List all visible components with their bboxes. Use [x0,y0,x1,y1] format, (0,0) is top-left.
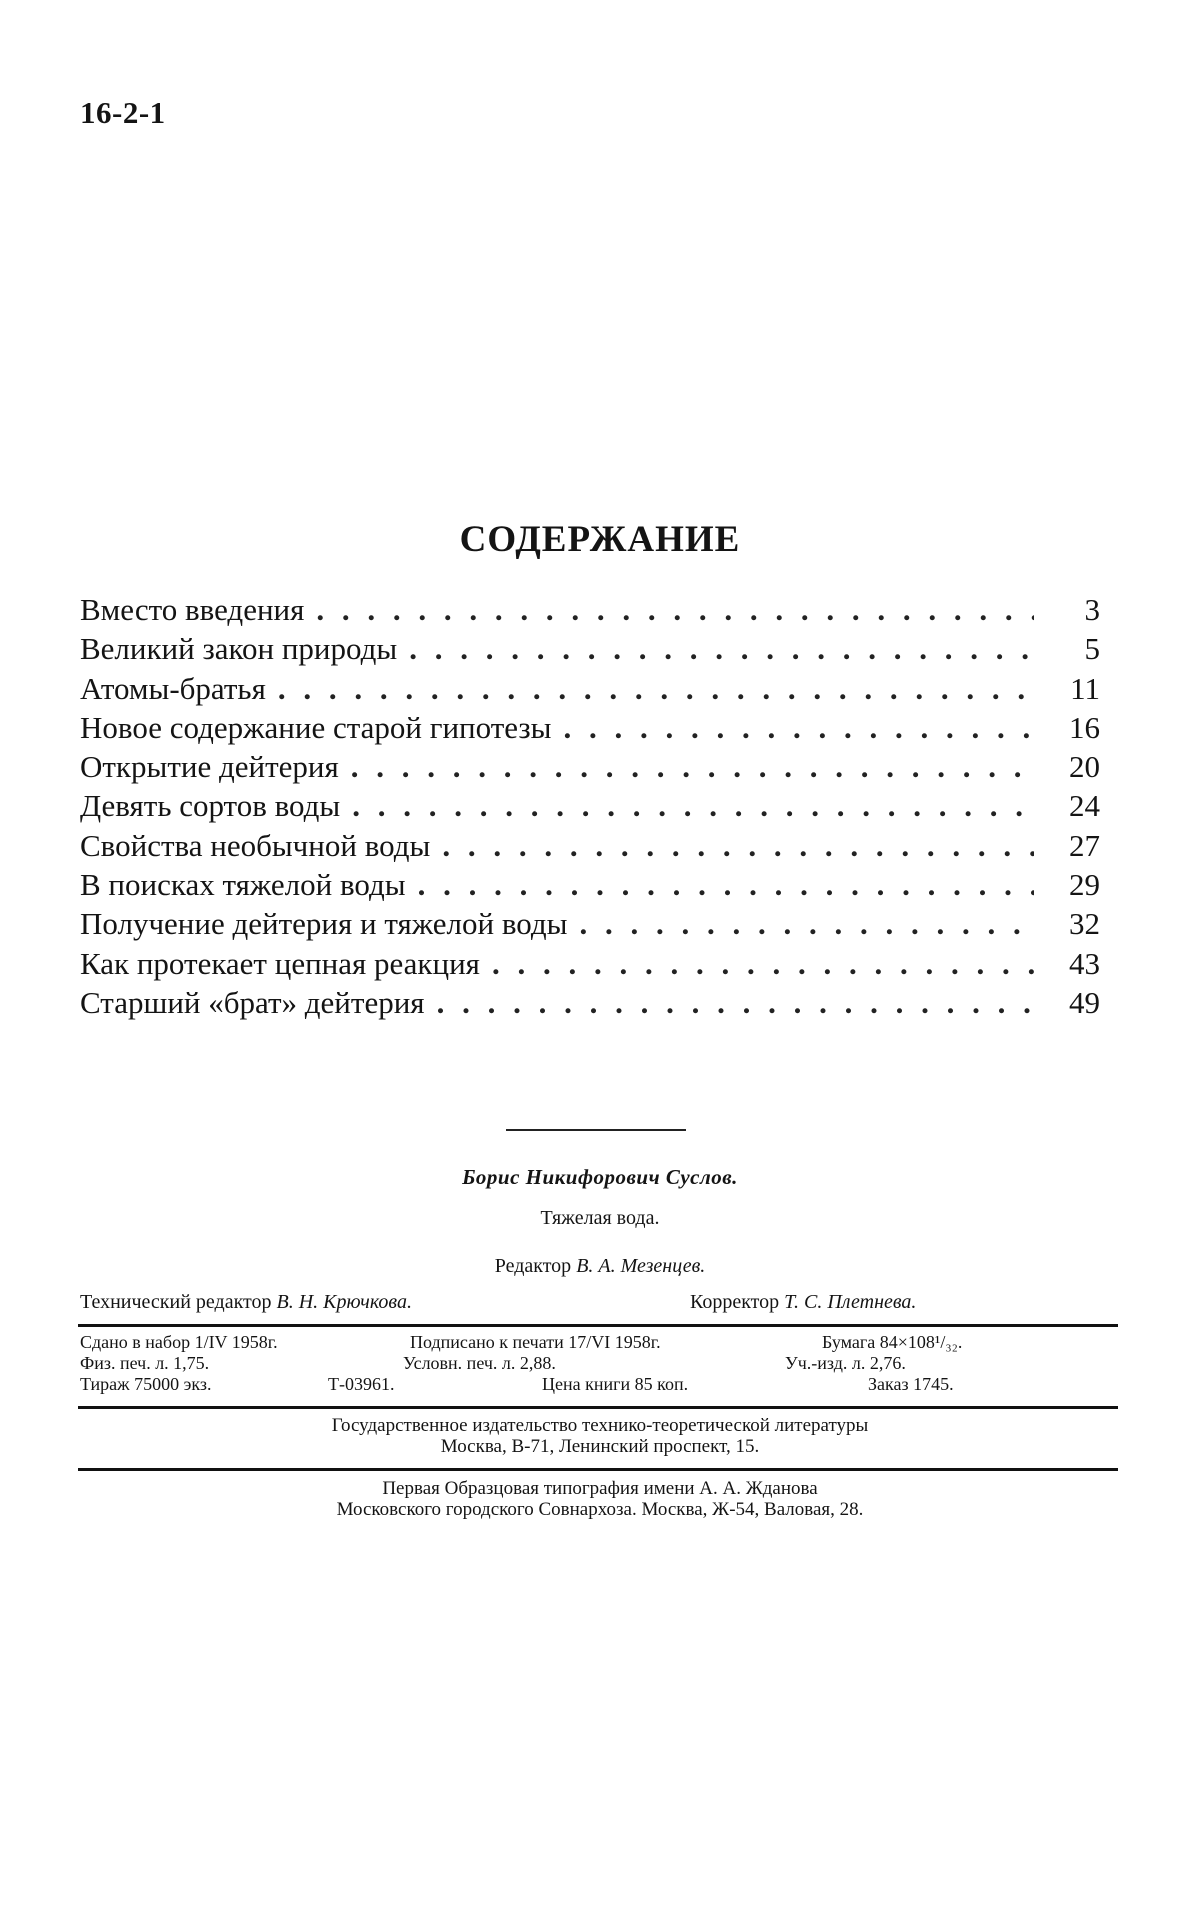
order-number: Заказ 1745. [868,1374,954,1394]
physical-sheets: Физ. печ. л. 1,75. [80,1353,210,1373]
print-info-line [80,1353,1110,1374]
section-divider [506,1129,686,1131]
toc-entry-title: Великий закон природы [80,631,398,667]
corrector-label: Корректор [690,1291,780,1313]
printer-address: Московского городского Совнархоза. Москва, Ж-54, Валовая, 28. [336,1499,864,1520]
rule [78,1406,1118,1409]
print-run: Тираж 75000 экз. [80,1374,212,1394]
toc-entry-title: Атомы-братья [80,670,266,706]
toc-leader-dots [579,904,1034,943]
book-title: Тяжелая вода. [540,1207,660,1229]
table-of-contents [80,590,1100,1022]
editor-label: Редактор [494,1255,572,1277]
registration-code: Т-03961. [328,1374,395,1394]
editor-credit [0,1255,1200,1278]
rule [78,1468,1118,1471]
publisher-address: Москва, В-71, Ленинский проспект, 15. [440,1436,760,1457]
rule [78,1324,1118,1327]
tech-credits [80,1291,1110,1314]
toc-entry [80,590,1100,629]
toc-entry [80,983,1100,1022]
editor-name: В. А. Мезенцев. [576,1255,706,1277]
toc-entry-page: 16 [1069,709,1100,745]
toc-title: СОДЕРЖАНИЕ [459,519,741,560]
author-name: Борис Никифорович Суслов. [462,1165,738,1189]
toc-leader-dots [351,747,1034,786]
toc-entry-page: 27 [1069,827,1100,863]
typeset-date: Сдано в набор 1/IV 1958г. [80,1332,278,1352]
toc-entry-page: 24 [1069,788,1100,824]
toc-entry [80,629,1100,668]
toc-leader-dots [316,590,1034,629]
toc-entry-page: 43 [1069,945,1100,981]
toc-entry [80,786,1100,825]
toc-entry-title: В поисках тяжелой воды [80,867,406,903]
print-info-line [80,1332,1110,1353]
corrector-name: Т. С. Плетнева. [784,1291,917,1313]
toc-entry [80,747,1100,786]
tech-editor-label: Технический редактор [80,1291,272,1313]
toc-entry-page: 32 [1069,906,1100,942]
printer-info [0,1478,1200,1520]
toc-entry-title: Открытие дейтерия [80,749,339,785]
tech-editor-name: В. Н. Крючкова. [276,1291,412,1313]
publisher-info [0,1415,1200,1457]
toc-leader-dots [492,944,1034,983]
toc-entry [80,669,1100,708]
paper-format: Бумага 84×108¹/₃₂. [822,1332,963,1352]
print-info [80,1332,1110,1395]
toc-leader-dots [352,786,1034,825]
corrector-credit [690,1291,916,1314]
toc-entry-title: Девять сортов воды [80,788,341,824]
page-code: 16-2-1 [80,95,166,130]
toc-entry-page: 29 [1069,867,1100,903]
toc-entry-page: 3 [1084,592,1100,627]
toc-entry-title: Получение дейтерия и тяжелой воды [80,906,568,942]
toc-entry-page: 5 [1084,631,1100,667]
toc-entry [80,865,1100,904]
toc-leader-dots [278,669,1034,708]
toc-entry-title: Свойства необычной воды [80,827,431,863]
printer-name: Первая Образцовая типография имени А. А. Жданова [382,1478,818,1499]
toc-entry-page: 11 [1070,670,1100,706]
toc-leader-dots [437,983,1034,1022]
print-info-line [80,1374,1110,1395]
toc-entry [80,904,1100,943]
conventional-sheets: Условн. печ. л. 2,88. [403,1353,556,1373]
toc-leader-dots [409,629,1034,668]
toc-entry-title: Новое содержание старой гипотезы [80,709,552,745]
book-price: Цена книги 85 коп. [542,1374,689,1394]
toc-entry-title: Вместо введения [80,592,305,627]
publisher-name: Государственное издательство технико-теоретической литературы [331,1415,869,1436]
toc-leader-dots [564,708,1035,747]
publishing-sheets: Уч.-изд. л. 2,76. [785,1353,906,1373]
toc-entry-page: 49 [1069,984,1100,1020]
toc-leader-dots [418,865,1034,904]
toc-entry-title: Как протекает цепная реакция [80,945,480,981]
toc-entry [80,708,1100,747]
toc-entry [80,826,1100,865]
toc-entry [80,944,1100,983]
toc-entry-page: 20 [1069,749,1100,785]
toc-entry-title: Старший «брат» дейтерия [80,984,425,1020]
toc-leader-dots [442,826,1034,865]
signed-date: Подписано к печати 17/VI 1958г. [410,1332,661,1352]
